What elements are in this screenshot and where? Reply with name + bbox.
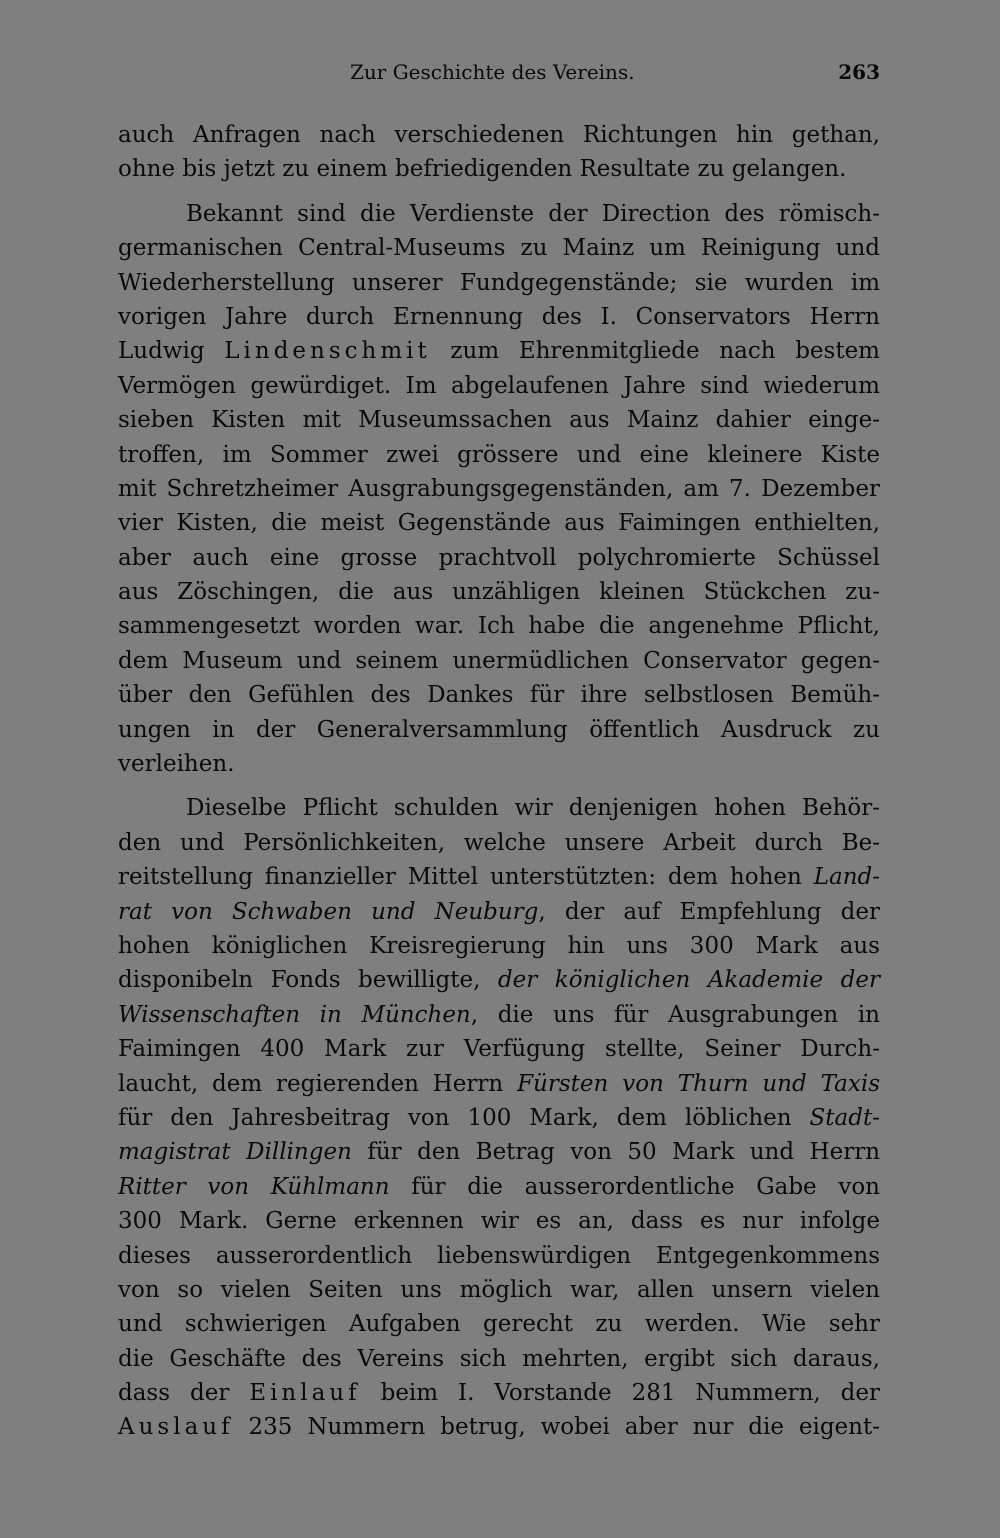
text-line: aber auch eine grosse prachtvoll polychromierte Schüssel bbox=[118, 544, 880, 571]
text-line: rat von Schwaben und Neuburg, der auf Empfehlung der bbox=[118, 898, 880, 925]
text-line: dieses ausserordentlich liebenswürdigen Entgegenkommens bbox=[118, 1242, 880, 1269]
spaced-name: Lindenschmit bbox=[224, 338, 431, 365]
text-line: Ritter von Kühlmann für die ausserordentliche Gabe von bbox=[118, 1173, 880, 1200]
spaced-term: Einlauf bbox=[249, 1380, 361, 1407]
italic-name: rat von Schwaben und Neuburg bbox=[118, 898, 539, 925]
text-line: Wissenschaften in München, die uns für Ausgrabungen in bbox=[118, 1001, 880, 1028]
text-line: germanischen Central-Museums zu Mainz um Reinigung und bbox=[118, 235, 880, 262]
paragraph bbox=[118, 197, 880, 782]
running-title: Zur Geschichte des Vereins. bbox=[350, 60, 635, 84]
italic-name: Ritter von Kühlmann bbox=[118, 1173, 390, 1200]
text-line: von so vielen Seiten uns möglich war, allen unsern vielen bbox=[118, 1276, 880, 1303]
text-line: vier Kisten, die meist Gegenstände aus Faimingen enthielten, bbox=[118, 510, 880, 537]
italic-name: magistrat Dillingen bbox=[118, 1139, 352, 1166]
italic-name: Land- bbox=[813, 864, 880, 891]
text-line: die Geschäfte des Vereins sich mehrten, ergibt sich daraus, bbox=[118, 1345, 880, 1372]
text-line: den und Persönlichkeiten, welche unsere Arbeit durch Be- bbox=[118, 829, 880, 856]
italic-name: der königlichen Akademie der bbox=[497, 967, 880, 994]
text-line: Bekannt sind die Verdienste der Direction des römisch- bbox=[186, 200, 880, 227]
text-line: für den Jahresbeitrag von 100 Mark, dem löblichen Stadt- bbox=[118, 1104, 880, 1131]
page-number: 263 bbox=[838, 60, 880, 84]
text-line: verleihen. bbox=[118, 751, 235, 778]
text-line: aus Zöschingen, die aus unzähligen kleinen Stückchen zu- bbox=[118, 579, 880, 606]
text-line: ungen in der Generalversammlung öffentlich Ausdruck zu bbox=[118, 716, 880, 743]
text-line: disponibeln Fonds bewilligte, der königlichen Akademie der bbox=[118, 967, 880, 994]
text-line: sammengesetzt worden war. Ich habe die angenehme Pflicht, bbox=[118, 613, 880, 640]
text-line: vorigen Jahre durch Ernennung des I. Conservators Herrn bbox=[118, 303, 880, 330]
italic-name: Fürsten von Thurn und Taxis bbox=[517, 1070, 880, 1097]
text-line: laucht, dem regierenden Herrn Fürsten von Thurn und Taxis bbox=[118, 1070, 880, 1097]
text-line: sieben Kisten mit Museumssachen aus Mainz dahier einge- bbox=[118, 407, 880, 434]
text-line: hohen königlichen Kreisregierung hin uns 300 Mark aus bbox=[118, 932, 880, 959]
paragraph bbox=[118, 118, 880, 187]
italic-name: Wissenschaften in München bbox=[118, 1001, 471, 1028]
text-line: troffen, im Sommer zwei grössere und eine kleinere Kiste bbox=[118, 441, 880, 468]
text-line: dass der Einlauf beim I. Vorstande 281 Nummern, der bbox=[118, 1380, 880, 1407]
text-line: ohne bis jetzt zu einem befriedigenden Resultate zu gelangen. bbox=[118, 156, 847, 183]
italic-name: Stadt- bbox=[809, 1104, 880, 1131]
text-line: Dieselbe Pflicht schulden wir denjenigen hohen Behör- bbox=[186, 795, 880, 822]
text-line: 300 Mark. Gerne erkennen wir es an, dass es nur infolge bbox=[118, 1208, 880, 1235]
text-line: Faimingen 400 Mark zur Verfügung stellte, Seiner Durch- bbox=[118, 1036, 880, 1063]
text-line: auch Anfragen nach verschiedenen Richtungen hin gethan, bbox=[118, 122, 880, 148]
text-line: und schwierigen Aufgaben gerecht zu werden. Wie sehr bbox=[118, 1311, 880, 1338]
text-line: Wiederherstellung unserer Fundgegenstände; sie wurden im bbox=[118, 269, 880, 296]
text-line: Ludwig Lindenschmit zum Ehrenmitgliede nach bestem bbox=[118, 338, 880, 365]
text-line: Auslauf 235 Nummern betrug, wobei aber nur die eigent- bbox=[118, 1414, 880, 1441]
text-line: magistrat Dillingen für den Betrag von 50 Mark und Herrn bbox=[118, 1139, 881, 1166]
paragraph bbox=[118, 791, 880, 1444]
text-line: dem Museum und seinem unermüdlichen Conservator gegen- bbox=[118, 647, 880, 674]
text-line: über den Gefühlen des Dankes für ihre selbstlosen Bemüh- bbox=[118, 682, 880, 709]
text-line: reitstellung finanzieller Mittel unterstützten: dem hohen Land- bbox=[118, 864, 880, 891]
spaced-term: Auslauf bbox=[118, 1414, 234, 1441]
page-header bbox=[118, 60, 880, 94]
text-line: Vermögen gewürdiget. Im abgelaufenen Jahre sind wiederum bbox=[118, 372, 880, 399]
text-line: mit Schretzheimer Ausgrabungsgegenständen, am 7. Dezember bbox=[118, 475, 880, 502]
body-text bbox=[118, 118, 880, 1445]
